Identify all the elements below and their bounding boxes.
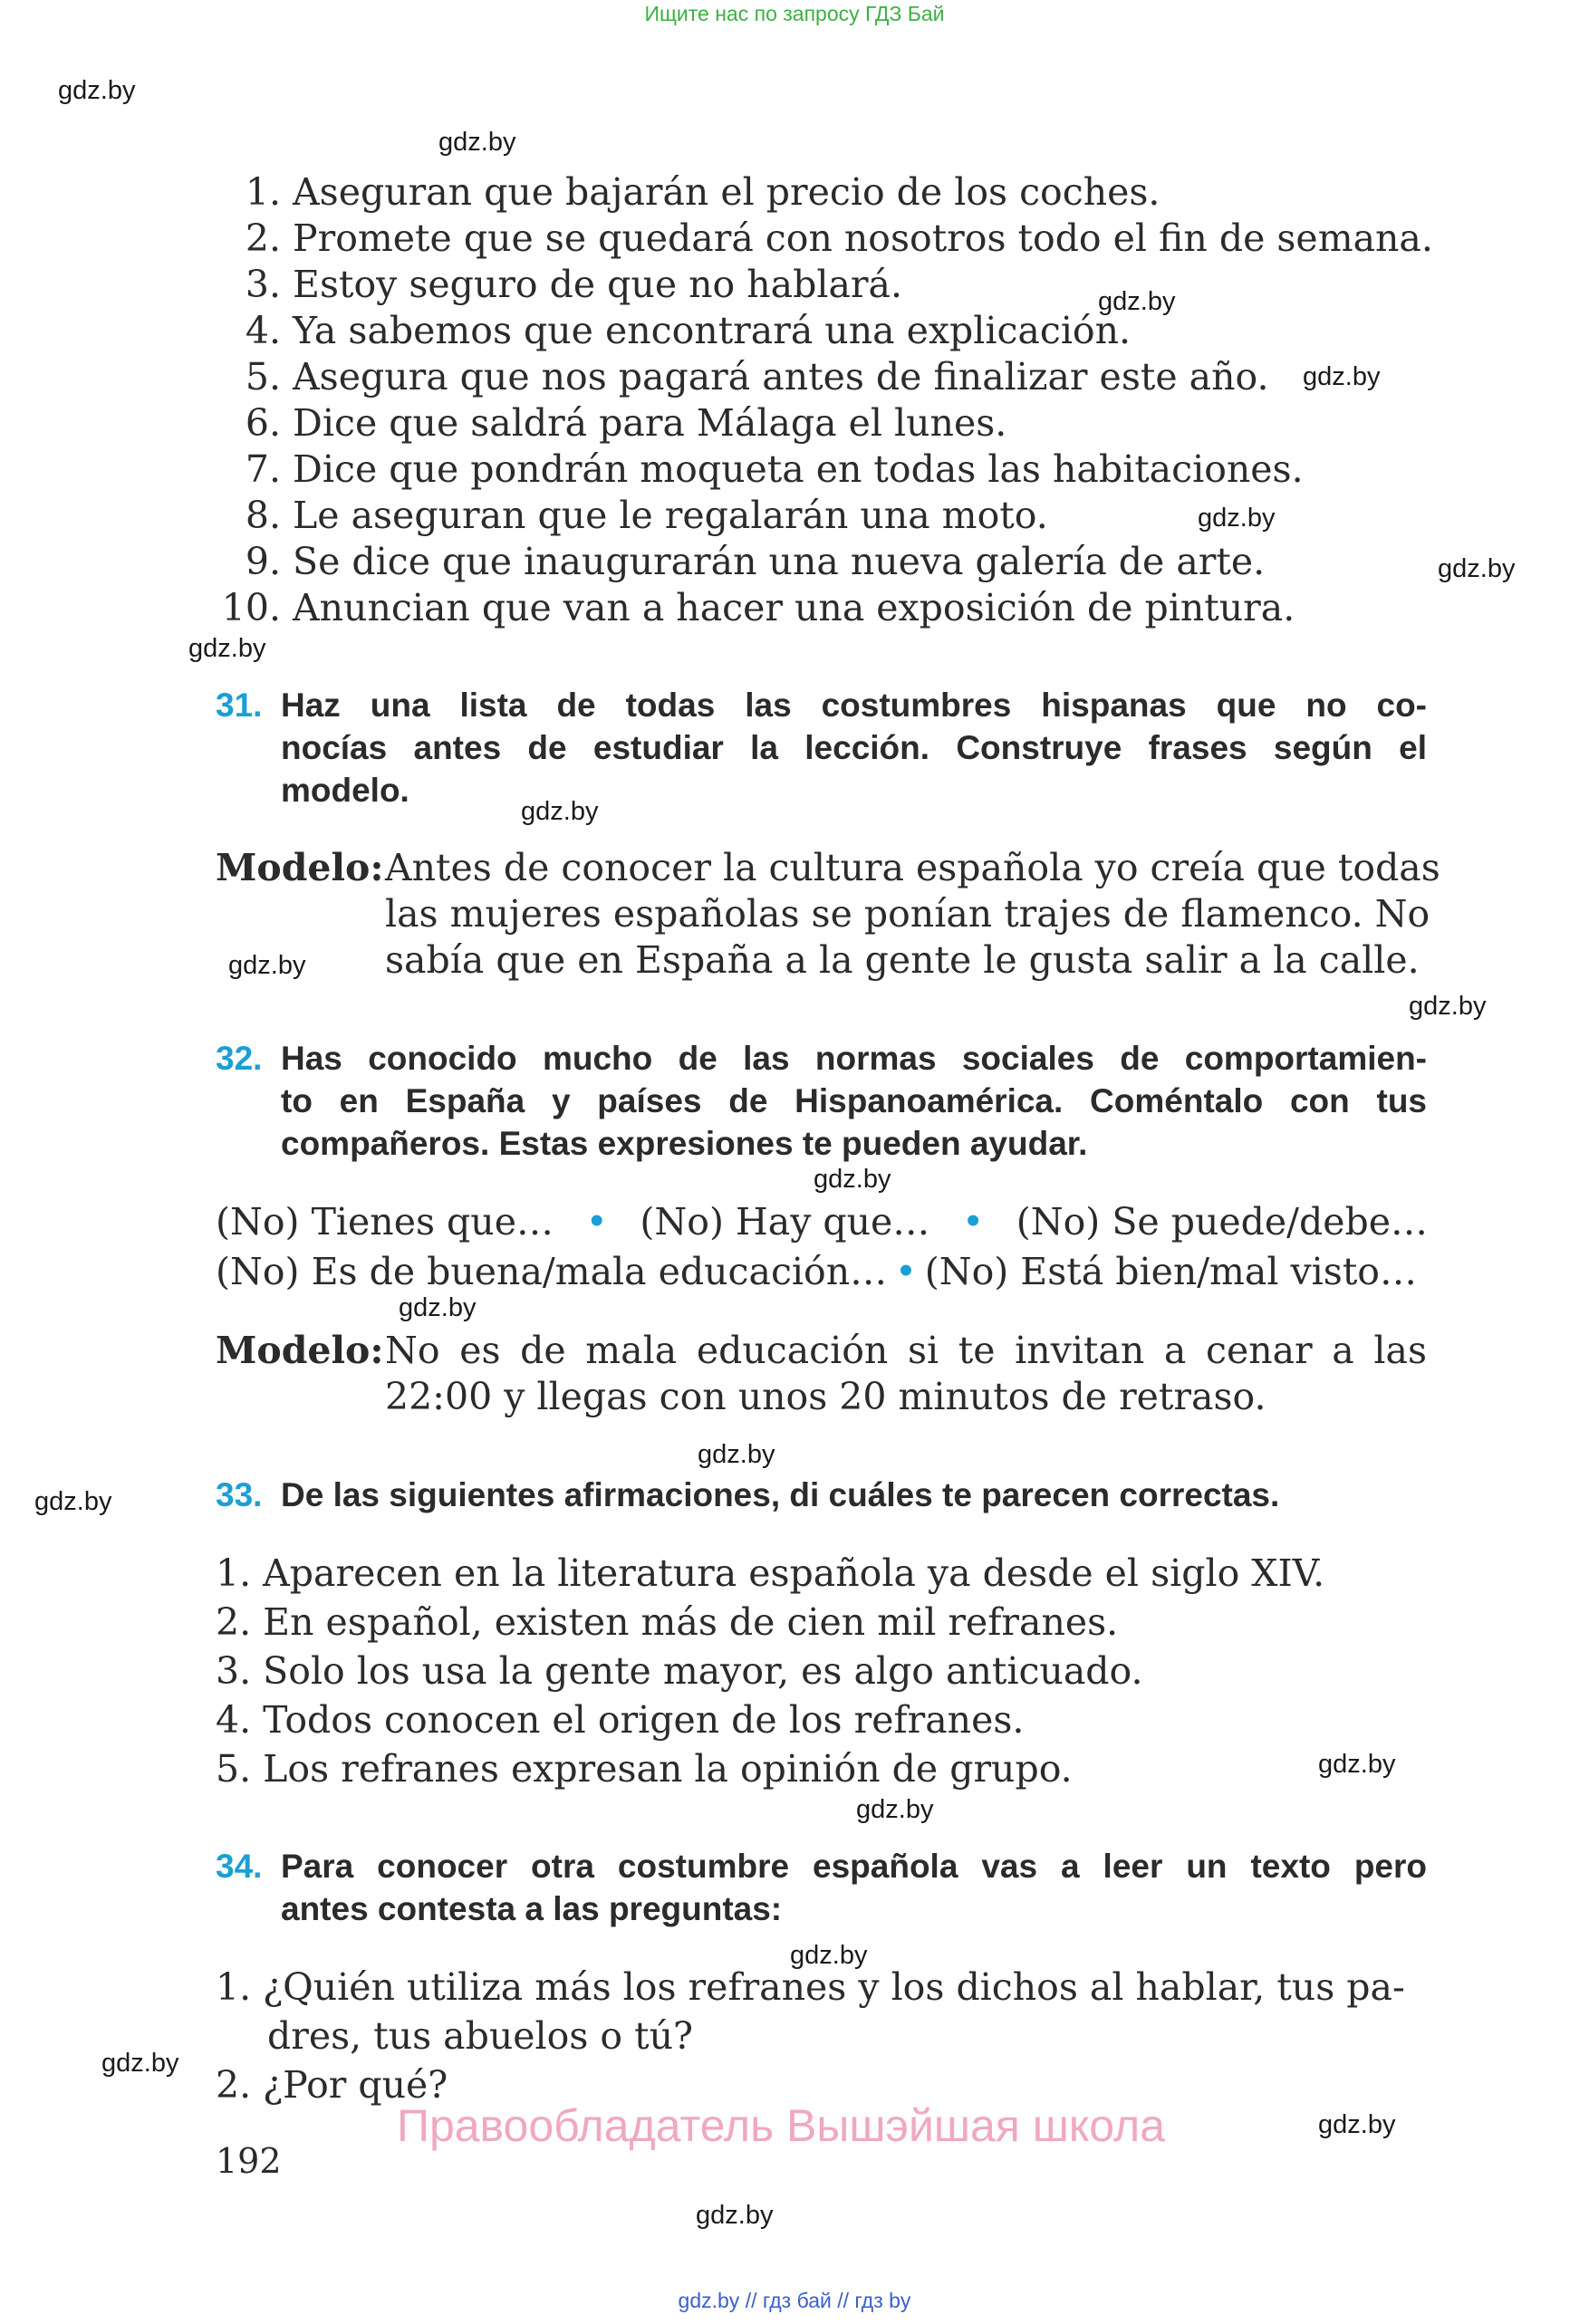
- task-number: 32.: [216, 1040, 263, 1077]
- copyright-notice: Правообладатель Вышэйшая школа: [397, 2100, 1165, 2151]
- watermark: gdz.by: [521, 797, 599, 826]
- list-item: 2. ¿Por qué?: [216, 2063, 448, 2107]
- watermark: gdz.by: [1318, 2110, 1396, 2139]
- bullet-icon: •: [894, 1250, 917, 1293]
- watermark: gdz.by: [1098, 287, 1176, 316]
- list-item-continuation: dres, tus abuelos o tú?: [267, 2014, 693, 2058]
- watermark: gdz.by: [814, 1165, 891, 1194]
- watermark: gdz.by: [1198, 504, 1276, 533]
- list-item: 4. Todos conocen el origen de los refranes.: [216, 1698, 1025, 1742]
- model-text: No es de mala educación si te invitan a cenar a las: [385, 1329, 1427, 1372]
- watermark: gdz.by: [228, 951, 306, 980]
- model-text: Antes de conocer la cultura española yo creía que todas: [385, 846, 1440, 889]
- watermark: gdz.by: [101, 2049, 179, 2078]
- watermark: gdz.by: [1303, 362, 1381, 391]
- expressions-line: (No) Es de buena/mala educación… • (No) Está bien/mal visto…: [216, 1250, 1417, 1293]
- watermark: gdz.by: [696, 2201, 774, 2230]
- task-33-heading: 33. De las siguientes afirmaciones, di cuáles te parecen correctas.: [216, 1476, 1280, 1513]
- list-item: 10. Anuncian que van a hacer una exposición de pintura.: [221, 586, 1295, 629]
- footer-links[interactable]: gdz.by // гдз бай // гдз by: [678, 2289, 911, 2312]
- task-number: 31.: [216, 687, 263, 724]
- watermark: gdz.by: [34, 1487, 112, 1516]
- watermark: gdz.by: [1409, 992, 1487, 1021]
- watermark: gdz.by: [698, 1440, 775, 1469]
- watermark: gdz.by: [1318, 1750, 1396, 1779]
- list-item: 6. Dice que saldrá para Málaga el lunes.: [245, 401, 1007, 445]
- watermark: gdz.by: [1438, 554, 1516, 583]
- watermark: gdz.by: [58, 76, 136, 105]
- watermark: gdz.by: [399, 1293, 477, 1322]
- expressions-line: (No) Tienes que… • (No) Hay que… • (No) Se puede/debe…: [216, 1200, 1428, 1244]
- list-item: 3. Estoy seguro de que no hablará.: [245, 263, 902, 306]
- list-item: 2. Promete que se quedará con nosotros todo el fin de semana.: [245, 216, 1433, 260]
- list-item: 1. Aparecen en la literatura española ya desde el siglo XIV.: [216, 1551, 1325, 1595]
- bullet-icon: •: [585, 1200, 608, 1244]
- watermark: gdz.by: [188, 634, 266, 663]
- watermark: gdz.by: [438, 128, 516, 157]
- task-31-heading: 31. Haz una lista de todas las costumbres hispanas que no co- nocías antes de estudiar la lección. Construye frases según el modelo.: [216, 687, 1427, 809]
- search-hint-link[interactable]: Ищите нас по запросу ГДЗ Бай: [644, 2, 945, 25]
- bullet-icon: •: [961, 1200, 985, 1244]
- page-number: 192: [216, 2141, 282, 2181]
- list-item: 5. Asegura que nos pagará antes de finalizar este año.: [245, 355, 1269, 399]
- task-34-heading: 34. Para conocer otra costumbre española vas a leer un texto pero antes contesta a las preguntas:: [216, 1848, 1427, 1927]
- model-label: Modelo:: [216, 1329, 384, 1372]
- watermark: gdz.by: [856, 1795, 934, 1824]
- model-label: Modelo:: [216, 846, 384, 889]
- model-text: las mujeres españolas se ponían trajes de flamenco. No: [385, 892, 1430, 936]
- model-text: 22:00 y llegas con unos 20 minutos de retraso.: [385, 1375, 1266, 1418]
- task-32-heading: 32. Has conocido mucho de las normas sociales de comportamien- to en España y países de Hispanoamérica. Coméntalo con tus compañeros. Estas expresiones te pueden ayudar.: [216, 1040, 1427, 1162]
- list-item: 1. ¿Quién utiliza más los refranes y los dichos al hablar, tus pa-: [216, 1965, 1405, 2009]
- list-item: 1. Aseguran que bajarán el precio de los coches.: [245, 170, 1160, 214]
- list-item: 9. Se dice que inaugurarán una nueva galería de arte.: [245, 540, 1266, 583]
- list-item: 3. Solo los usa la gente mayor, es algo anticuado.: [216, 1649, 1143, 1693]
- task-number: 33.: [216, 1476, 263, 1513]
- list-item: 2. En español, existen más de cien mil refranes.: [216, 1600, 1119, 1644]
- watermark: gdz.by: [790, 1941, 868, 1970]
- model-text: sabía que en España a la gente le gusta salir a la calle.: [385, 938, 1420, 982]
- task-number: 34.: [216, 1848, 263, 1885]
- list-item: 8. Le aseguran que le regalarán una moto.: [245, 494, 1048, 537]
- list-item: 7. Dice que pondrán moqueta en todas las habitaciones.: [245, 447, 1304, 491]
- list-item: 5. Los refranes expresan la opinión de grupo.: [216, 1747, 1073, 1791]
- list-item: 4. Ya sabemos que encontrará una explicación.: [245, 309, 1132, 352]
